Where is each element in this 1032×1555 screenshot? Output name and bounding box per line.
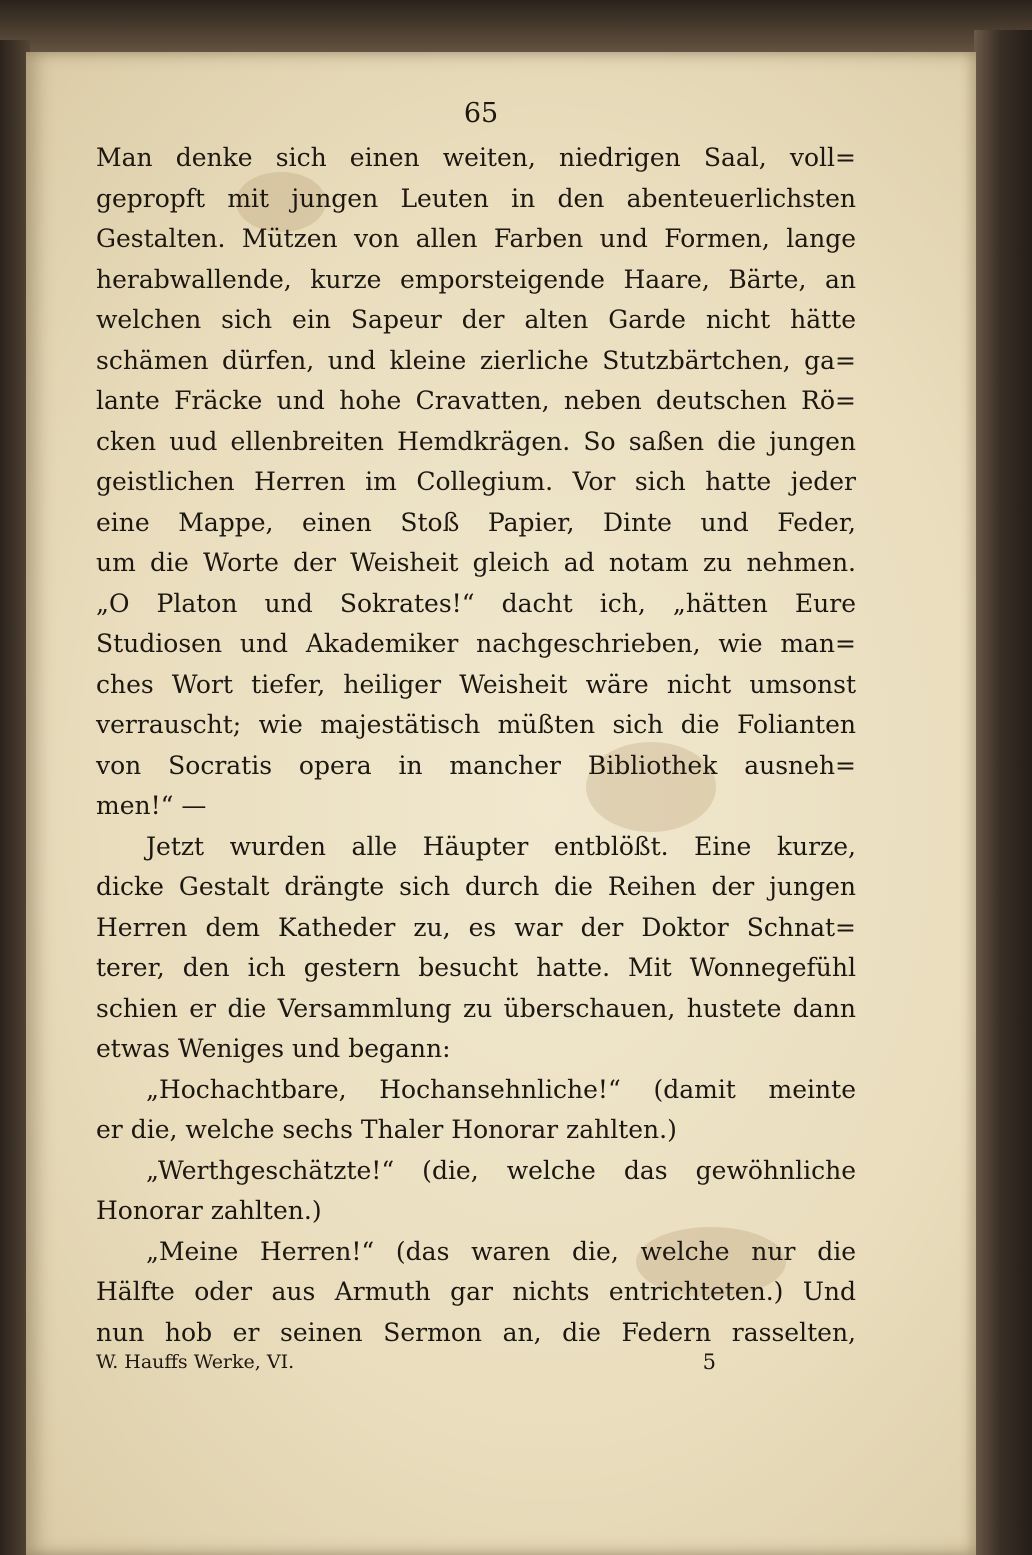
text-line: Jetzt wurden alle Häupter entblößt. Eine kurze, (146, 831, 856, 861)
text-line: von Socratis opera in mancher Bibliothek ausneh= (96, 750, 856, 780)
text-line: lante Fräcke und hohe Cravatten, neben deutschen Rö= (96, 386, 856, 415)
cover-edge-right (974, 30, 1032, 1555)
text-line: er die, welche sechs Thaler Honorar zahlten.) (96, 1115, 677, 1144)
text-line: verrauscht; wie majestätisch müßten sich die Folianten (96, 710, 856, 739)
text-line: eine Mappe, einen Stoß Papier, Dinte und Feder, (96, 507, 856, 537)
text-line: Herren dem Katheder zu, es war der Doktor Schnat= (96, 912, 856, 942)
text-line: men!“ — (96, 791, 207, 820)
text-line: schämen dürfen, und kleine zierliche Stutzbärtchen, ga= (96, 345, 856, 375)
text-line: „O Platon und Sokrates!“ dacht ich, „hätten Eure (96, 588, 856, 618)
text-line: herabwallende, kurze emporsteigende Haare, Bärte, an (96, 264, 856, 294)
text-line: Man denke sich einen weiten, niedrigen Saal, voll= (96, 143, 856, 172)
text-line: geistlichen Herren im Collegium. Vor sich hatte jeder (96, 467, 856, 496)
text-line: „Meine Herren!“ (das waren die, welche nur die (146, 1236, 856, 1266)
text-line: „Werthgeschätzte!“ (die, welche das gewöhnliche (146, 1155, 856, 1185)
text-line: Honorar zahlten.) (96, 1196, 322, 1225)
text-line: schien er die Versammlung zu überschauen, hustete dann (96, 993, 856, 1023)
page-text (96, 90, 856, 1353)
text-line: dicke Gestalt drängte sich durch die Reihen der jungen (96, 872, 856, 901)
text-line: Gestalten. Mützen von allen Farben und Formen, lange (96, 224, 856, 253)
text-line: nun hob er seinen Sermon an, die Federn rasselten, (96, 1317, 856, 1347)
running-footer-title: W. Hauffs Werke, VI. (96, 1351, 295, 1373)
text-line: terer, den ich gestern besucht hatte. Mit Wonnegefühl (96, 953, 856, 982)
book-page (26, 52, 976, 1555)
text-line: welchen sich ein Sapeur der alten Garde nicht hätte (96, 305, 856, 334)
text-line: gepropft mit jungen Leuten in den abenteuerlichsten (96, 183, 856, 213)
text-line: ches Wort tiefer, heiliger Weisheit wäre nicht umsonst (96, 669, 856, 699)
page-footer (96, 1344, 816, 1380)
signature-mark: 5 (702, 1350, 716, 1374)
text-line: Hälfte oder aus Armuth gar nichts entrichteten.) Und (96, 1277, 856, 1306)
text-line: „Hochachtbare, Hochansehnliche!“ (damit meinte (146, 1074, 856, 1104)
text-line: etwas Weniges und begann: (96, 1034, 451, 1063)
text-line: um die Worte der Weisheit gleich ad notam zu nehmen. (96, 548, 856, 577)
text-line: cken uud ellenbreiten Hemdkrägen. So saßen die jungen (96, 426, 856, 456)
text-line: Studiosen und Akademiker nachgeschrieben, wie man= (96, 629, 856, 658)
page-number: 65 (463, 98, 499, 129)
